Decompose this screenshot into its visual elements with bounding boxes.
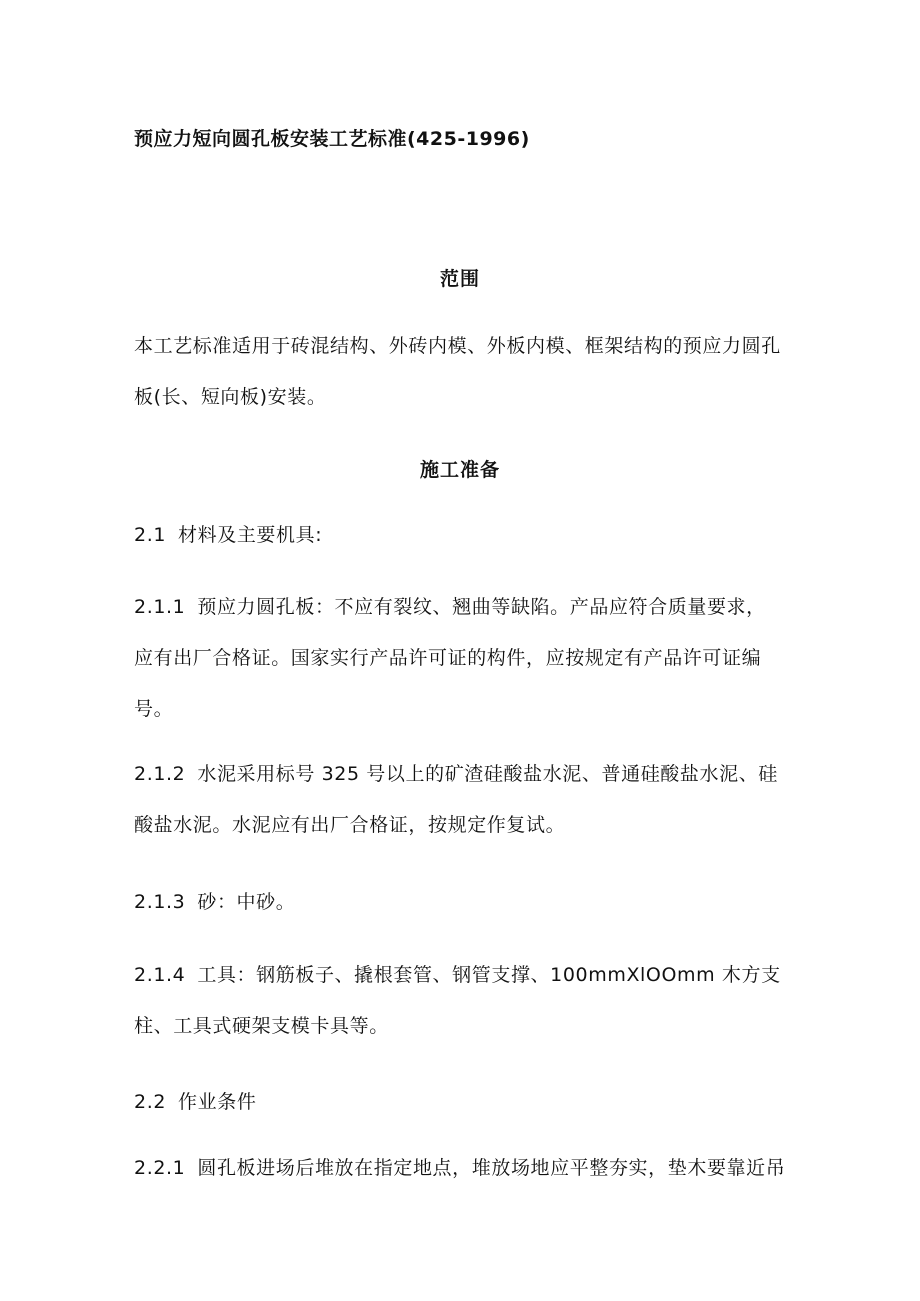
paragraph-line: 砂：中砂。 (197, 891, 296, 913)
clause-number: 2.2 (134, 1091, 167, 1113)
clause-number: 2.1.4 (134, 964, 186, 986)
clause-2-1 (134, 510, 814, 561)
clause-number: 2.1.2 (134, 763, 186, 785)
clause-2-1-1 (134, 582, 814, 735)
paragraph-line: 材料及主要机具: (178, 524, 323, 546)
paragraph-line: 预应力圆孔板：不应有裂纹、翘曲等缺陷。产品应符合质量要求， (197, 596, 766, 618)
paragraph-line: 作业条件 (178, 1091, 257, 1113)
clause-number: 2.1 (134, 524, 167, 546)
document-title: 预应力短向圆孔板安装工艺标准(425-1996) (134, 128, 530, 150)
paragraph-line: 酸盐水泥。水泥应有出厂合格证，按规定作复试。 (134, 814, 566, 836)
clause-2-1-3 (134, 877, 814, 928)
clause-number: 2.2.1 (134, 1157, 186, 1179)
paragraph-line: 圆孔板进场后堆放在指定地点，堆放场地应平整夯实，垫木要靠近吊 (197, 1157, 786, 1179)
clause-2-2 (134, 1077, 814, 1128)
paragraph-line: 工具：钢筋板子、撬根套管、钢管支撑、100mmXlOOmm 木方支 (197, 964, 781, 986)
paragraph-line: 板(长、短向板)安装。 (134, 386, 327, 408)
paragraph-line: 水泥采用标号 325 号以上的矿渣硅酸盐水泥、普通硅酸盐水泥、硅 (197, 763, 778, 785)
clause-number: 2.1.3 (134, 891, 186, 913)
paragraph-line: 应有出厂合格证。国家实行产品许可证的构件，应按规定有产品许可证编 (134, 647, 762, 669)
paragraph-line: 本工艺标准适用于砖混结构、外砖内模、外板内模、框架结构的预应力圆孔 (134, 335, 781, 357)
clause-2-2-1 (134, 1143, 814, 1194)
section-heading-scope: 范围 (439, 268, 480, 290)
clause-2-1-2 (134, 749, 814, 851)
scope-paragraph (134, 321, 814, 423)
paragraph-line: 号。 (134, 698, 174, 720)
clause-2-1-4 (134, 950, 814, 1052)
paragraph-line: 柱、工具式硬架支模卡具等。 (134, 1015, 389, 1037)
clause-number: 2.1.1 (134, 596, 186, 618)
section-heading-preparation: 施工准备 (419, 459, 500, 481)
